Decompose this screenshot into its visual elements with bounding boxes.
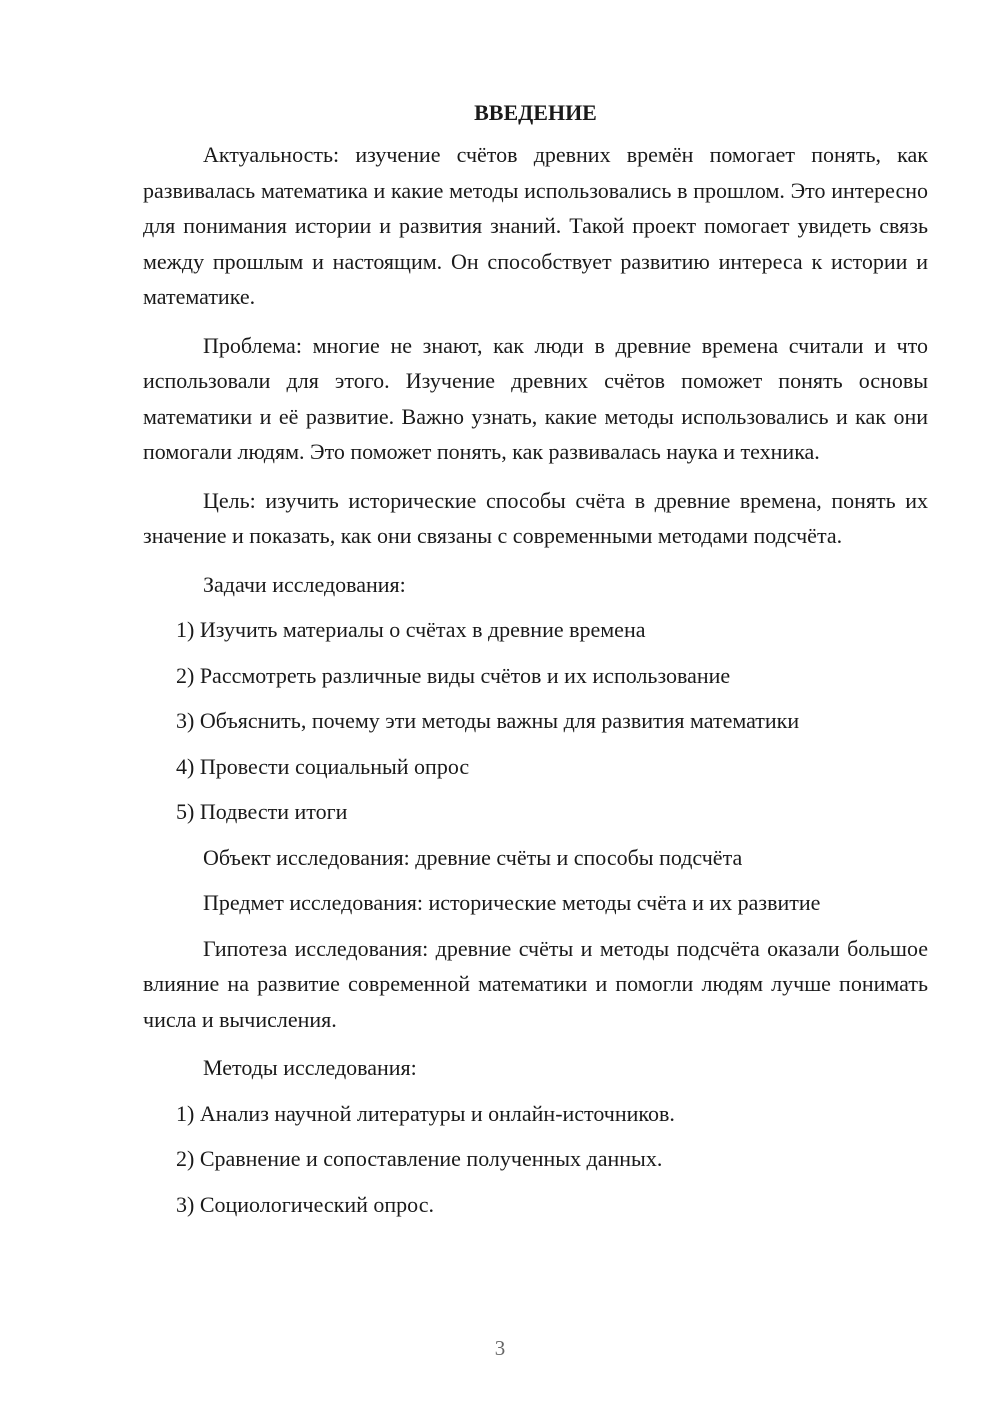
problem-paragraph: Проблема: многие не знают, как люди в древние времена считали и что использовали для этого. Изучение древних счётов поможет понять основы математики и её развитие. Важно узнать, какие методы использовались и как они помогали людям. Это поможет понять, как развивалась наука и техника. [143, 332, 928, 464]
subject-line: Предмет исследования: исторические методы счёта и их развитие [203, 890, 821, 915]
page-number: 3 [494, 1336, 506, 1360]
list-item: 5) Подвести итоги [176, 799, 348, 824]
list-item: 3) Социологический опрос. [176, 1191, 434, 1217]
document-body [143, 95, 928, 1232]
methods-heading: Методы исследования: [203, 1055, 417, 1080]
relevance-paragraph: Актуальность: изучение счётов древних времён помогает понять, как развивалась математика и какие методы использовались в прошлом. Это интересно для понимания истории и развития знаний. Такой проект помогает увидеть связь между прошлым и настоящим. Он способствует развитию интереса к истории и математике. [143, 142, 928, 309]
list-item: 2) Сравнение и сопоставление полученных данных. [176, 1146, 663, 1171]
tasks-heading: Задачи исследования: [203, 571, 406, 597]
list-item: 4) Провести социальный опрос [176, 753, 470, 779]
hypothesis-paragraph: Гипотеза исследования: древние счёты и методы подсчёта оказали большое влияние на развитие современной математики и помогли людям лучше понимать числа и вычисления. [143, 935, 928, 1032]
goal-paragraph: Цель: изучить исторические способы счёта в древние времена, понять их значение и показать, как они связаны с современными методами подсчёта. [143, 487, 928, 548]
list-item: 1) Анализ научной литературы и онлайн-источников. [176, 1100, 675, 1126]
list-item: 3) Объяснить, почему эти методы важны для развития математики [176, 708, 800, 733]
object-line: Объект исследования: древние счёты и способы подсчёта [203, 844, 743, 870]
list-item: 1) Изучить материалы о счётах в древние времена [176, 617, 646, 642]
tasks-list [143, 612, 928, 830]
list-item: 2) Рассмотреть различные виды счётов и их использование [176, 662, 731, 688]
methods-list [143, 1096, 928, 1223]
section-title: ВВЕДЕНИЕ [474, 100, 597, 125]
